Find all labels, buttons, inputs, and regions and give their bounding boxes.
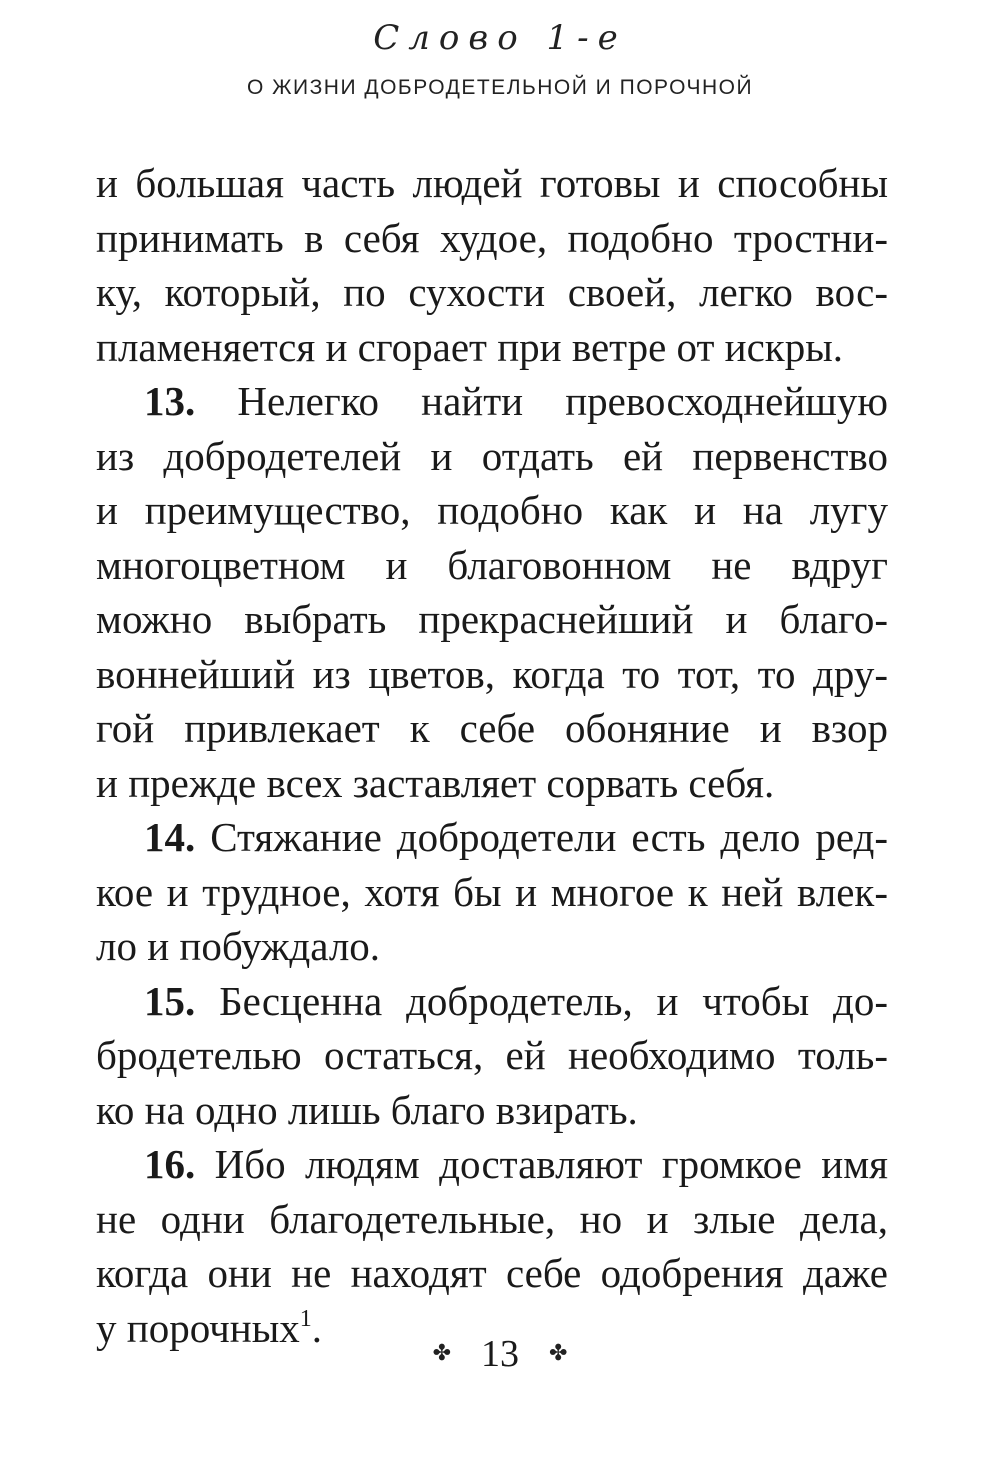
text-line: и прежде всех заставляет сорвать себя.	[96, 759, 775, 806]
text-line: и большая часть людей готовы и способны	[96, 160, 888, 206]
paragraph-13	[96, 374, 888, 810]
paragraph-16	[96, 1137, 888, 1355]
text-line	[96, 810, 888, 865]
paragraph-continuation	[96, 156, 888, 374]
paragraph-number: 13.	[144, 378, 196, 424]
text-line: бродетелью остаться, ей необходимо толь-	[96, 1032, 888, 1078]
paragraph-14	[96, 810, 888, 974]
text-line: когда они не находят себе одобрения даже	[96, 1250, 888, 1296]
chapter-subtitle: О ЖИЗНИ ДОБРОДЕТЕЛЬНОЙ И ПОРОЧНОЙ	[246, 76, 754, 99]
text-line: ку, который, по сухости своей, легко вос-	[96, 269, 888, 315]
text-line	[96, 974, 888, 1029]
paragraph-number: 16.	[144, 1141, 196, 1187]
paragraph-15	[96, 974, 888, 1138]
text-line	[96, 1137, 888, 1192]
text-segment: Стяжание добродетели есть дело ред-	[210, 814, 888, 860]
page-footer	[0, 1332, 1000, 1376]
page-number: 13	[481, 1333, 519, 1375]
body-text	[96, 156, 888, 1355]
text-line: ко на одно лишь благо взирать.	[96, 1086, 638, 1133]
text-line: воннейший из цветов, когда то тот, то дру-	[96, 650, 888, 697]
text-line: пламеняется и сгорает при ветре от искры.	[96, 323, 844, 370]
text-line	[96, 374, 888, 429]
paragraph-number: 14.	[144, 814, 196, 860]
text-segment: .	[311, 1304, 322, 1351]
text-line: из добродетелей и отдать ей первенство	[96, 432, 888, 479]
text-line: не одни благодетельные, но и злые дела,	[96, 1195, 888, 1242]
text-segment: Бесценна добродетель, и чтобы до-	[219, 977, 889, 1024]
paragraph-number: 15.	[144, 977, 196, 1024]
text-line: можно выбрать прекраснейший и благо-	[96, 596, 888, 642]
text-segment: Нелегко найти превосходнейшую	[237, 378, 889, 424]
text-segment: у порочных	[96, 1304, 300, 1351]
text-line: и преимущество, подобно как и на лугу	[96, 487, 888, 533]
text-line: многоцветном и благовонном не вдруг	[96, 541, 888, 588]
footnote-marker[interactable]: 1	[299, 1305, 312, 1332]
text-line: ло и побуждало.	[96, 923, 381, 969]
ornament-icon: ✤	[549, 1340, 568, 1365]
text-segment: Ибо людям доставляют громкое имя	[214, 1141, 888, 1187]
text-line: гой привлекает к себе обоняние и взор	[96, 705, 888, 751]
text-line: принимать в себя худое, подобно тростни-	[96, 214, 888, 261]
text-line: кое и трудное, хотя бы и многое к ней влек-	[96, 868, 888, 915]
ornament-icon: ✤	[432, 1340, 451, 1365]
chapter-title: Слово 1-е	[373, 18, 627, 58]
